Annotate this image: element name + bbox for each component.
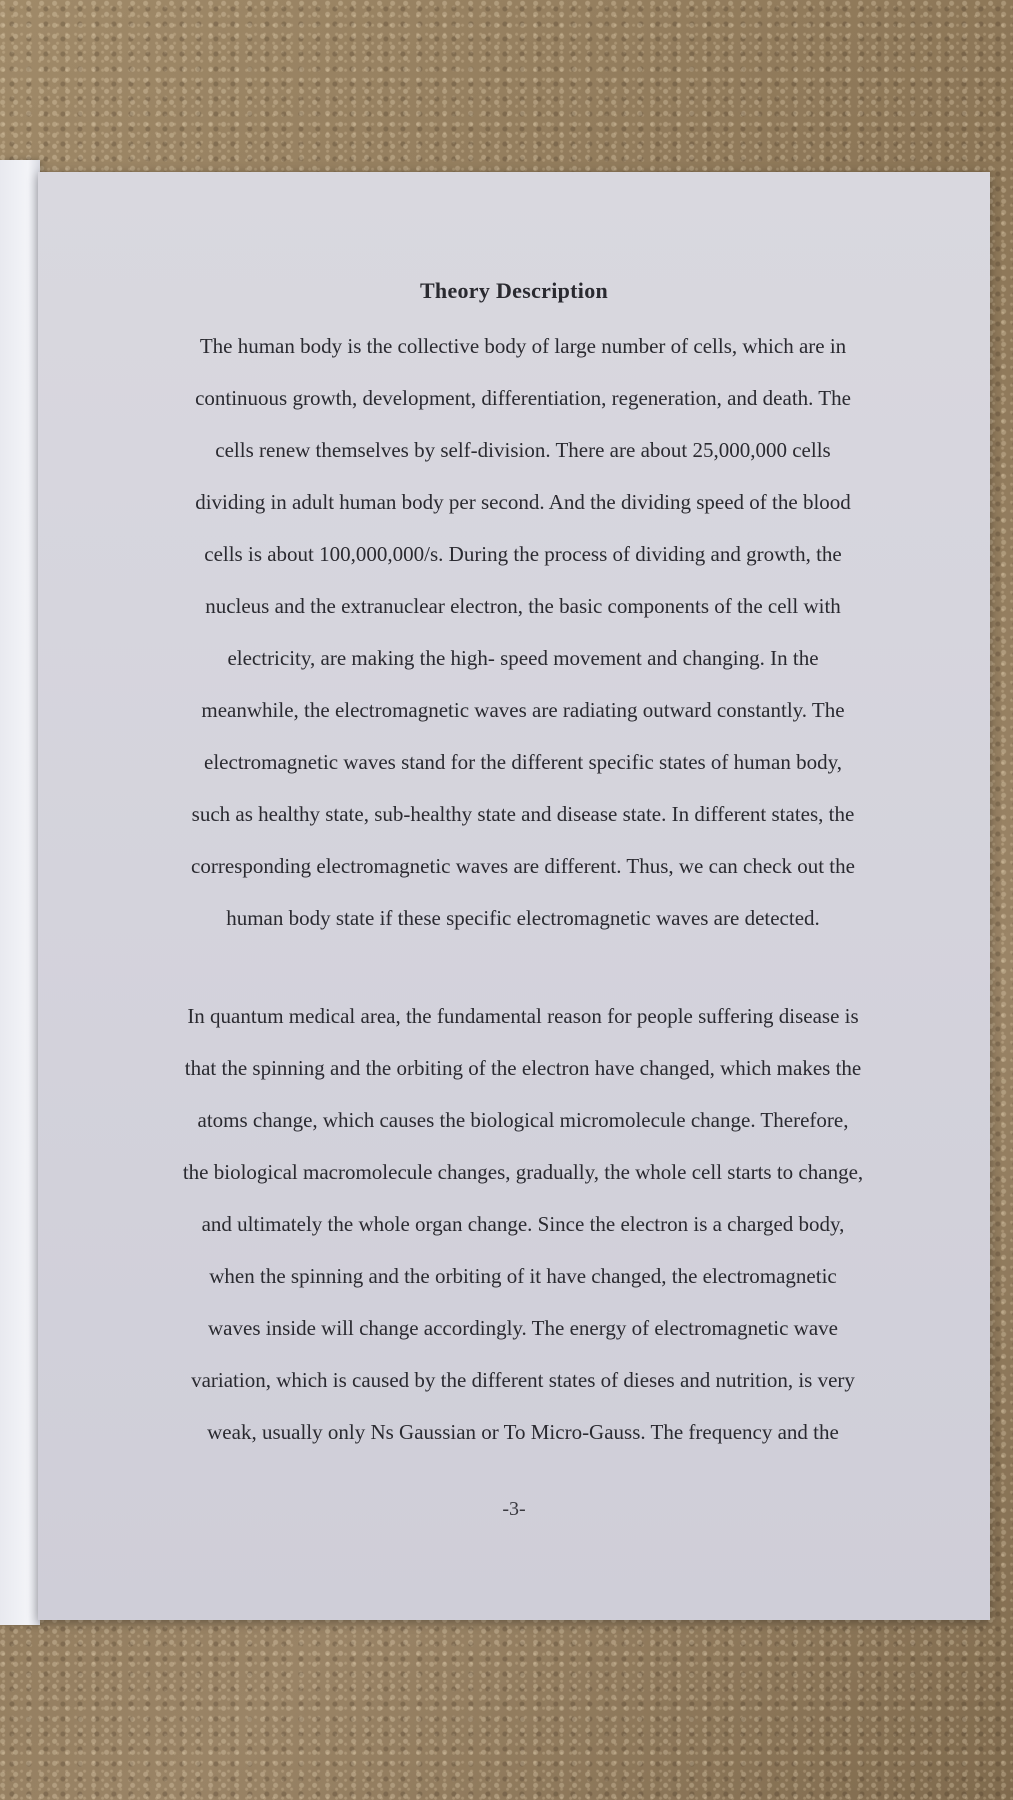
text-line: when the spinning and the orbiting of it have changed, the electromagnetic: [209, 1264, 837, 1288]
paragraph-2: [128, 990, 918, 1458]
page-number: -3-: [502, 1498, 526, 1520]
text-line: electricity, are making the high- speed movement and changing. In the: [227, 646, 819, 670]
text-line: weak, usually only Ns Gaussian or To Micro-Gauss. The frequency and the: [207, 1420, 839, 1444]
previous-page-edge: [0, 160, 40, 1625]
text-line: cells renew themselves by self-division. There are about 25,000,000 cells: [215, 438, 831, 462]
text-line: variation, which is caused by the different states of dieses and nutrition, is very: [191, 1368, 855, 1392]
text-line: electromagnetic waves stand for the different specific states of human body,: [204, 750, 842, 774]
text-line: corresponding electromagnetic waves are different. Thus, we can check out the: [191, 854, 855, 878]
page-title: Theory Description: [419, 278, 609, 303]
document-page: [38, 172, 990, 1620]
text-line: such as healthy state, sub-healthy state and disease state. In different states, the: [191, 802, 855, 826]
text-line: The human body is the collective body of large number of cells, which are in: [199, 334, 847, 358]
paragraph-1: [128, 320, 918, 944]
text-line: and ultimately the whole organ change. Since the electron is a charged body,: [201, 1212, 845, 1236]
text-line: nucleus and the extranuclear electron, the basic components of the cell with: [205, 594, 841, 618]
text-line: In quantum medical area, the fundamental reason for people suffering disease is: [187, 1004, 859, 1028]
text-line: human body state if these specific electromagnetic waves are detected.: [226, 906, 820, 930]
text-line: cells is about 100,000,000/s. During the process of dividing and growth, the: [204, 542, 842, 566]
text-line: dividing in adult human body per second. And the dividing speed of the blood: [195, 490, 851, 514]
text-line: that the spinning and the orbiting of the electron have changed, which makes the: [184, 1056, 862, 1080]
text-line: continuous growth, development, differentiation, regeneration, and death. The: [195, 386, 851, 410]
text-line: the biological macromolecule changes, gradually, the whole cell starts to change,: [182, 1160, 864, 1184]
text-line: waves inside will change accordingly. The energy of electromagnetic wave: [208, 1316, 838, 1340]
text-line: meanwhile, the electromagnetic waves are radiating outward constantly. The: [201, 698, 845, 722]
text-line: atoms change, which causes the biological micromolecule change. Therefore,: [197, 1108, 849, 1132]
